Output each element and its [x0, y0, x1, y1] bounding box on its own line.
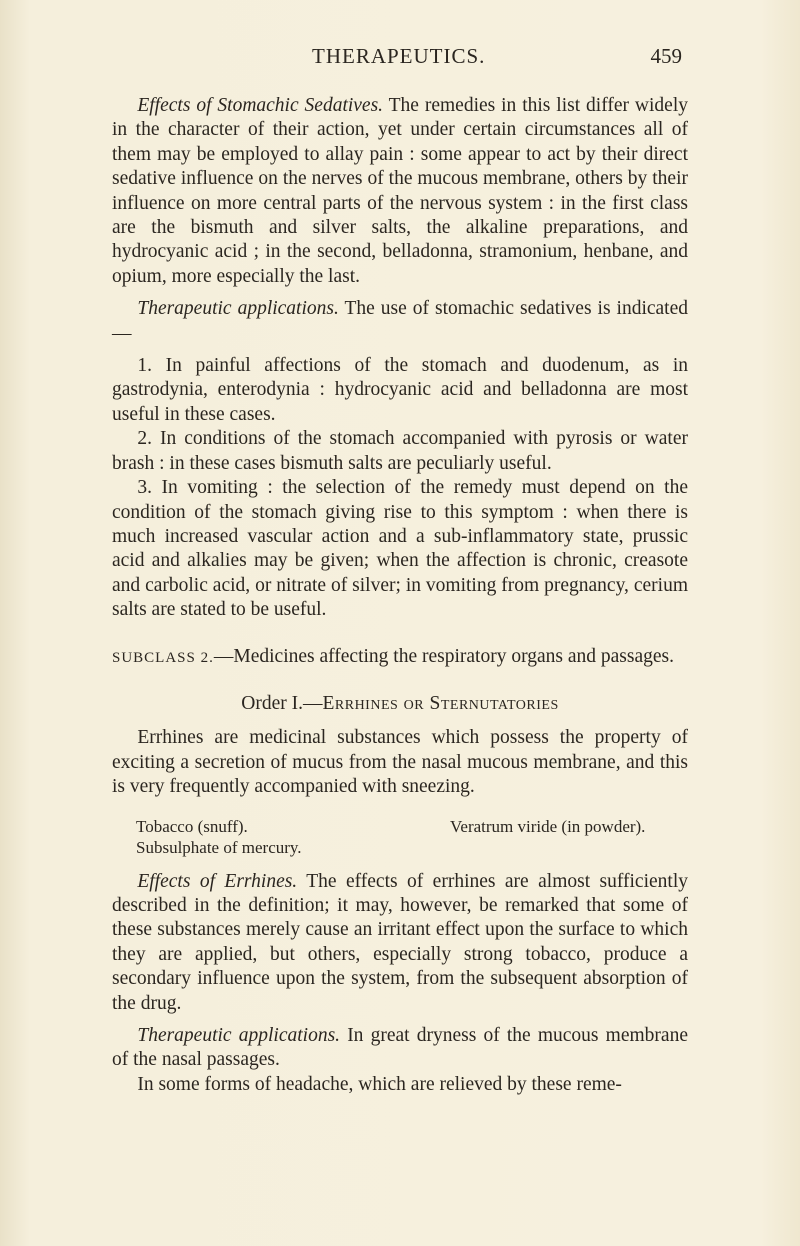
list-item-vomiting: 3. In vomiting : the selection of the remedy must depend on the condition of the stomach giving rise to this symptom : when there is much increased vascular action and a sub-inflammatory state, prussic acid and alkalies may be given; when the affection is chronic, creasote and carbolic acid, or nitrate of silver; in vomiting from pregnancy, cerium salts are stated to be useful. — [112, 477, 688, 621]
page-number: 459 — [650, 44, 682, 68]
subclass-label: SUBCLASS 2. — [112, 649, 214, 666]
paragraph-label: Effects of Errhines. — [137, 870, 298, 892]
paragraph-text: In great dryness of the mucous membrane of the nasal passages. — [112, 1025, 688, 1071]
list-item-pyrosis: 2. In conditions of the stomach accompanied with pyrosis or water brash : in these cases bismuth salts are peculiarly useful. — [112, 428, 688, 474]
paragraph-label: Therapeutic applications. — [137, 1025, 341, 1046]
paragraph-stomachic-sedatives — [112, 94, 688, 289]
paragraph-effects-of-errhines — [112, 870, 688, 1016]
errhines-definition: Errhines are medicinal substances which possess the property of exciting a secretion of mucus from the nasal mucous membrane, and this is very frequently accompanied with sneezing. — [112, 727, 688, 798]
paragraph-text: The effects of errhines are almost sufficiently described in the definition; it may, however, be remarked that some of these substances merely cause an irritant effect upon the surface to which they are applied, but others, especially strong tobacco, produce a secondary influence upon the system, from the subsequent absorption of the drug. — [112, 870, 688, 1014]
paragraph-errhines-applications — [112, 1024, 688, 1073]
subclass-heading — [112, 645, 688, 670]
drug-item: Subsulphate of mercury. — [136, 837, 302, 857]
paragraph-text: The use of stomachic sedatives is indicated— — [112, 298, 688, 344]
paragraph-therapeutic-applications — [112, 297, 688, 346]
order-prefix: Order I.— — [241, 692, 323, 714]
body-text — [112, 94, 688, 1097]
drug-item: Veratrum viride (in powder). — [450, 816, 646, 836]
paragraph-text: The remedies in this list differ widely in the character of their action, yet under certain circumstances all of them may be employed to allay pain : some appear to act by their direct sedative influence on the nerves of the mucous membrane, others by their influence on more central parts of the nervous system : in the first class are the bismuth and silver salts, the alkaline preparations, and hydrocyanic acid ; in the second, belladonna, stramonium, henbane, and opium, more especially the last. — [112, 95, 688, 287]
page-header — [0, 44, 800, 76]
list-item-painful-affections: 1. In painful affections of the stomach and duodenum, as in gastrodynia, enterodynia : hydrocyanic acid and belladonna are most useful in these cases. — [112, 355, 688, 425]
running-title: THERAPEUTICS. — [312, 44, 486, 68]
paragraph-label: Effects of Stomachic Sedatives. — [137, 95, 384, 116]
drug-item: Tobacco (snuff). — [136, 816, 248, 836]
order-title: Errhines or Sternutatories — [322, 692, 559, 714]
order-heading — [112, 692, 688, 716]
subclass-text: —Medicines affecting the respiratory organs and passages. — [213, 645, 674, 667]
drug-list — [136, 816, 688, 858]
paragraph-label: Therapeutic applications. — [137, 298, 339, 320]
paragraph-headache: In some forms of headache, which are relieved by these reme- — [137, 1073, 622, 1095]
